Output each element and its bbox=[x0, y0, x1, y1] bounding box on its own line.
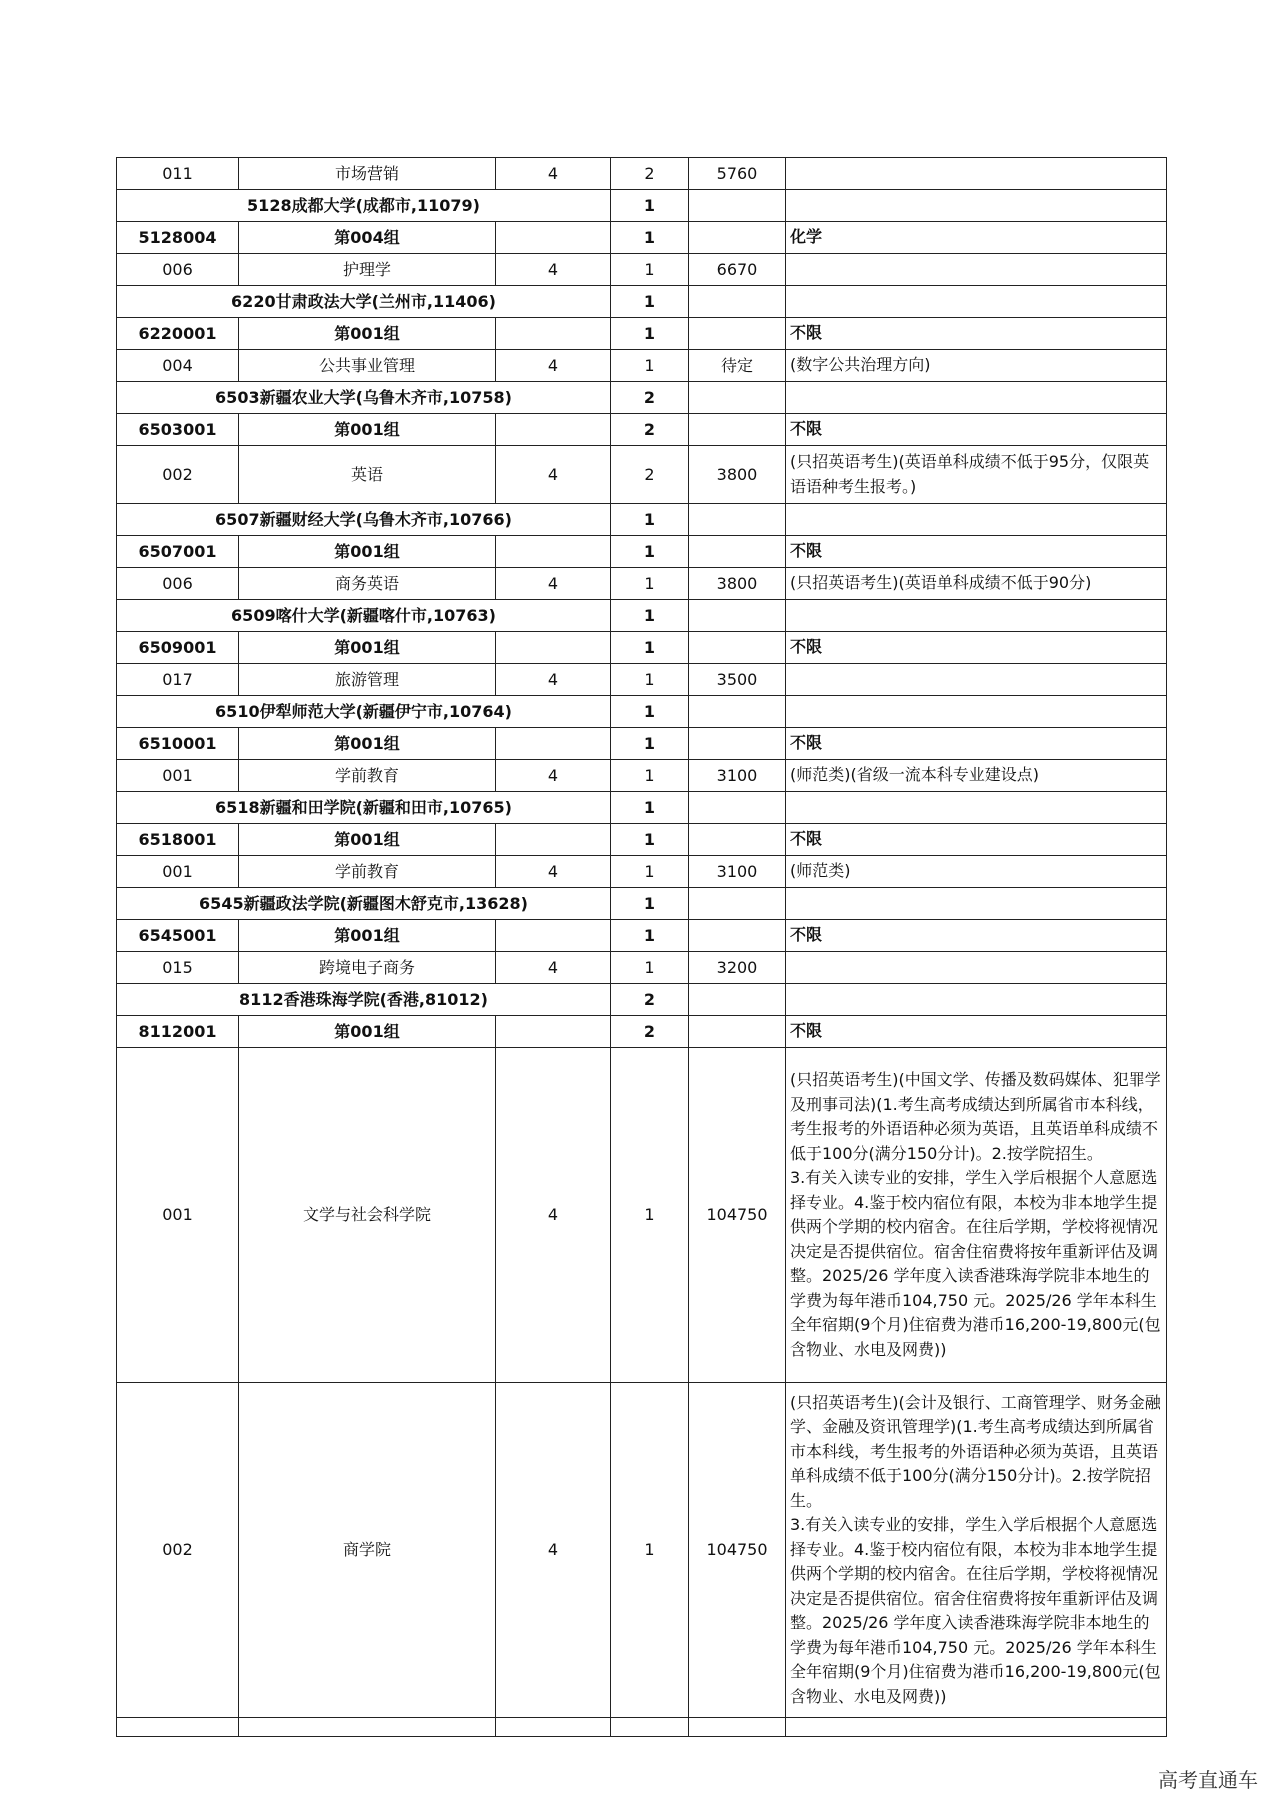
major-row bbox=[117, 856, 1167, 888]
major-row bbox=[117, 254, 1167, 286]
study-years: 4 bbox=[496, 1383, 611, 1718]
major-code: 002 bbox=[117, 446, 239, 504]
plan-count: 2 bbox=[611, 158, 689, 190]
empty-cell bbox=[786, 1718, 1167, 1737]
group-name: 第001组 bbox=[239, 536, 496, 568]
years-cell bbox=[496, 728, 611, 760]
group-code: 8112001 bbox=[117, 1016, 239, 1048]
major-name: 护理学 bbox=[239, 254, 496, 286]
fee-cell bbox=[689, 888, 786, 920]
plan-count: 2 bbox=[611, 414, 689, 446]
major-name: 文学与社会科学院 bbox=[239, 1048, 496, 1383]
years-cell bbox=[496, 1016, 611, 1048]
group-row bbox=[117, 222, 1167, 254]
group-name: 第001组 bbox=[239, 318, 496, 350]
major-note: (师范类)(省级一流本科专业建设点) bbox=[786, 760, 1167, 792]
major-note: (只招英语考生)(中国文学、传播及数码媒体、犯罪学及刑事司法)(1.考生高考成绩达到所属省市本科线，考生报考的外语语种必须为英语，且英语单科成绩不低于100分(满分150分计)。2.按学院招生。 3.有关入读专业的安排，学生入学后根据个人意愿选择专业。4.鉴于校内宿位有限，本校为非本地学生提供两个学期的校内宿舍。在往后学期，学校将视情况决定是否提供宿位。宿舍住宿费将按年重新评估及调整。2025/26 学年度入读香港珠海学院非本地生的学费为每年港币104,750 元。2025/26 学年本科生全年宿期(9个月)住宿费为港币16,200-19,800元(包含物业、水电及网费)) bbox=[786, 1048, 1167, 1383]
plan-count: 1 bbox=[611, 856, 689, 888]
note-cell bbox=[786, 504, 1167, 536]
fee-cell bbox=[689, 536, 786, 568]
fee-cell bbox=[689, 414, 786, 446]
group-row bbox=[117, 632, 1167, 664]
fee-cell bbox=[689, 728, 786, 760]
major-row bbox=[117, 664, 1167, 696]
fee-cell bbox=[689, 504, 786, 536]
plan-count: 1 bbox=[611, 1383, 689, 1718]
tuition-fee: 6670 bbox=[689, 254, 786, 286]
university-name: 6545新疆政法学院(新疆图木舒克市,13628) bbox=[117, 888, 611, 920]
major-name: 学前教育 bbox=[239, 856, 496, 888]
subject-requirement: 不限 bbox=[786, 536, 1167, 568]
fee-cell bbox=[689, 318, 786, 350]
plan-count: 1 bbox=[611, 952, 689, 984]
group-row bbox=[117, 728, 1167, 760]
plan-count: 1 bbox=[611, 792, 689, 824]
major-code: 006 bbox=[117, 254, 239, 286]
university-row bbox=[117, 696, 1167, 728]
university-row bbox=[117, 504, 1167, 536]
note-cell bbox=[786, 792, 1167, 824]
plan-count: 1 bbox=[611, 696, 689, 728]
major-row bbox=[117, 1383, 1167, 1718]
group-code: 6545001 bbox=[117, 920, 239, 952]
fee-cell bbox=[689, 824, 786, 856]
major-note: (只招英语考生)(英语单科成绩不低于95分，仅限英语语种考生报考。) bbox=[786, 446, 1167, 504]
group-name: 第001组 bbox=[239, 824, 496, 856]
major-row bbox=[117, 1048, 1167, 1383]
plan-count: 1 bbox=[611, 632, 689, 664]
study-years: 4 bbox=[496, 568, 611, 600]
note-cell bbox=[786, 984, 1167, 1016]
group-code: 6518001 bbox=[117, 824, 239, 856]
empty-cell bbox=[611, 1718, 689, 1737]
plan-count: 1 bbox=[611, 760, 689, 792]
plan-count: 1 bbox=[611, 664, 689, 696]
group-code: 6503001 bbox=[117, 414, 239, 446]
major-name: 商务英语 bbox=[239, 568, 496, 600]
group-row bbox=[117, 824, 1167, 856]
fee-cell bbox=[689, 696, 786, 728]
university-name: 6510伊犁师范大学(新疆伊宁市,10764) bbox=[117, 696, 611, 728]
tuition-fee: 104750 bbox=[689, 1383, 786, 1718]
plan-count: 1 bbox=[611, 568, 689, 600]
study-years: 4 bbox=[496, 856, 611, 888]
fee-cell bbox=[689, 286, 786, 318]
note-cell bbox=[786, 888, 1167, 920]
major-code: 001 bbox=[117, 1048, 239, 1383]
university-row bbox=[117, 382, 1167, 414]
plan-count: 1 bbox=[611, 350, 689, 382]
empty-cell bbox=[117, 1718, 239, 1737]
study-years: 4 bbox=[496, 350, 611, 382]
plan-count: 1 bbox=[611, 824, 689, 856]
major-name: 商学院 bbox=[239, 1383, 496, 1718]
major-code: 002 bbox=[117, 1383, 239, 1718]
university-name: 6507新疆财经大学(乌鲁木齐市,10766) bbox=[117, 504, 611, 536]
university-name: 6509喀什大学(新疆喀什市,10763) bbox=[117, 600, 611, 632]
years-cell bbox=[496, 222, 611, 254]
group-name: 第004组 bbox=[239, 222, 496, 254]
tuition-fee: 3800 bbox=[689, 568, 786, 600]
group-code: 6507001 bbox=[117, 536, 239, 568]
major-code: 001 bbox=[117, 856, 239, 888]
major-code: 006 bbox=[117, 568, 239, 600]
university-name: 6503新疆农业大学(乌鲁木齐市,10758) bbox=[117, 382, 611, 414]
study-years: 4 bbox=[496, 952, 611, 984]
university-name: 5128成都大学(成都市,11079) bbox=[117, 190, 611, 222]
university-row bbox=[117, 600, 1167, 632]
group-name: 第001组 bbox=[239, 1016, 496, 1048]
group-code: 6509001 bbox=[117, 632, 239, 664]
group-code: 5128004 bbox=[117, 222, 239, 254]
study-years: 4 bbox=[496, 664, 611, 696]
university-row bbox=[117, 984, 1167, 1016]
major-name: 市场营销 bbox=[239, 158, 496, 190]
group-row bbox=[117, 536, 1167, 568]
group-row bbox=[117, 414, 1167, 446]
tuition-fee: 5760 bbox=[689, 158, 786, 190]
major-code: 011 bbox=[117, 158, 239, 190]
years-cell bbox=[496, 318, 611, 350]
tuition-fee: 待定 bbox=[689, 350, 786, 382]
tuition-fee: 3800 bbox=[689, 446, 786, 504]
plan-count: 1 bbox=[611, 920, 689, 952]
plan-count: 1 bbox=[611, 318, 689, 350]
fee-cell bbox=[689, 1016, 786, 1048]
major-row bbox=[117, 158, 1167, 190]
note-cell bbox=[786, 190, 1167, 222]
plan-count: 1 bbox=[611, 190, 689, 222]
plan-count: 1 bbox=[611, 504, 689, 536]
plan-count: 2 bbox=[611, 382, 689, 414]
fee-cell bbox=[689, 632, 786, 664]
fee-cell bbox=[689, 792, 786, 824]
university-name: 6518新疆和田学院(新疆和田市,10765) bbox=[117, 792, 611, 824]
university-name: 8112香港珠海学院(香港,81012) bbox=[117, 984, 611, 1016]
major-code: 017 bbox=[117, 664, 239, 696]
plan-count: 1 bbox=[611, 286, 689, 318]
fee-cell bbox=[689, 920, 786, 952]
major-note: (师范类) bbox=[786, 856, 1167, 888]
major-name: 学前教育 bbox=[239, 760, 496, 792]
subject-requirement: 不限 bbox=[786, 318, 1167, 350]
major-note bbox=[786, 254, 1167, 286]
university-row bbox=[117, 792, 1167, 824]
years-cell bbox=[496, 824, 611, 856]
tuition-fee: 3100 bbox=[689, 760, 786, 792]
group-name: 第001组 bbox=[239, 632, 496, 664]
major-row bbox=[117, 350, 1167, 382]
study-years: 4 bbox=[496, 446, 611, 504]
fee-cell bbox=[689, 190, 786, 222]
years-cell bbox=[496, 632, 611, 664]
major-name: 公共事业管理 bbox=[239, 350, 496, 382]
note-cell bbox=[786, 696, 1167, 728]
university-row bbox=[117, 286, 1167, 318]
plan-count: 1 bbox=[611, 222, 689, 254]
plan-count: 2 bbox=[611, 1016, 689, 1048]
major-row bbox=[117, 446, 1167, 504]
empty-cell bbox=[496, 1718, 611, 1737]
major-code: 015 bbox=[117, 952, 239, 984]
major-code: 004 bbox=[117, 350, 239, 382]
plan-count: 1 bbox=[611, 254, 689, 286]
fee-cell bbox=[689, 984, 786, 1016]
group-row bbox=[117, 1016, 1167, 1048]
plan-count: 1 bbox=[611, 888, 689, 920]
years-cell bbox=[496, 536, 611, 568]
years-cell bbox=[496, 414, 611, 446]
tuition-fee: 3100 bbox=[689, 856, 786, 888]
watermark: 高考直通车 bbox=[1158, 1768, 1258, 1792]
major-note bbox=[786, 158, 1167, 190]
study-years: 4 bbox=[496, 760, 611, 792]
major-name: 跨境电子商务 bbox=[239, 952, 496, 984]
plan-count: 1 bbox=[611, 536, 689, 568]
study-years: 4 bbox=[496, 254, 611, 286]
group-row bbox=[117, 318, 1167, 350]
subject-requirement: 不限 bbox=[786, 824, 1167, 856]
enrollment-plan-table bbox=[116, 157, 1167, 1737]
note-cell bbox=[786, 382, 1167, 414]
group-name: 第001组 bbox=[239, 728, 496, 760]
plan-count: 1 bbox=[611, 600, 689, 632]
subject-requirement: 不限 bbox=[786, 632, 1167, 664]
tuition-fee: 104750 bbox=[689, 1048, 786, 1383]
major-name: 英语 bbox=[239, 446, 496, 504]
fee-cell bbox=[689, 600, 786, 632]
university-row bbox=[117, 190, 1167, 222]
subject-requirement: 不限 bbox=[786, 414, 1167, 446]
group-name: 第001组 bbox=[239, 920, 496, 952]
subject-requirement: 不限 bbox=[786, 1016, 1167, 1048]
empty-cell bbox=[689, 1718, 786, 1737]
group-code: 6220001 bbox=[117, 318, 239, 350]
empty-row bbox=[117, 1718, 1167, 1737]
empty-cell bbox=[239, 1718, 496, 1737]
major-note bbox=[786, 664, 1167, 696]
major-row bbox=[117, 760, 1167, 792]
subject-requirement: 化学 bbox=[786, 222, 1167, 254]
major-note: (只招英语考生)(英语单科成绩不低于90分) bbox=[786, 568, 1167, 600]
tuition-fee: 3200 bbox=[689, 952, 786, 984]
major-note: (只招英语考生)(会计及银行、工商管理学、财务金融学、金融及资讯管理学)(1.考生高考成绩达到所属省市本科线，考生报考的外语语种必须为英语，且英语单科成绩不低于100分(满分150分计)。2.按学院招生。 3.有关入读专业的安排，学生入学后根据个人意愿选择专业。4.鉴于校内宿位有限，本校为非本地学生提供两个学期的校内宿舍。在往后学期，学校将视情况决定是否提供宿位。宿舍住宿费将按年重新评估及调整。2025/26 学年度入读香港珠海学院非本地生的学费为每年港币104,750 元。2025/26 学年本科生全年宿期(9个月)住宿费为港币16,200-19,800元(包含物业、水电及网费)) bbox=[786, 1383, 1167, 1718]
group-code: 6510001 bbox=[117, 728, 239, 760]
university-name: 6220甘肃政法大学(兰州市,11406) bbox=[117, 286, 611, 318]
years-cell bbox=[496, 920, 611, 952]
note-cell bbox=[786, 286, 1167, 318]
study-years: 4 bbox=[496, 158, 611, 190]
major-name: 旅游管理 bbox=[239, 664, 496, 696]
note-cell bbox=[786, 600, 1167, 632]
plan-count: 2 bbox=[611, 984, 689, 1016]
plan-count: 1 bbox=[611, 1048, 689, 1383]
plan-count: 2 bbox=[611, 446, 689, 504]
tuition-fee: 3500 bbox=[689, 664, 786, 696]
plan-count: 1 bbox=[611, 728, 689, 760]
group-name: 第001组 bbox=[239, 414, 496, 446]
study-years: 4 bbox=[496, 1048, 611, 1383]
major-note bbox=[786, 952, 1167, 984]
major-code: 001 bbox=[117, 760, 239, 792]
fee-cell bbox=[689, 382, 786, 414]
fee-cell bbox=[689, 222, 786, 254]
group-row bbox=[117, 920, 1167, 952]
subject-requirement: 不限 bbox=[786, 920, 1167, 952]
major-row bbox=[117, 952, 1167, 984]
subject-requirement: 不限 bbox=[786, 728, 1167, 760]
major-row bbox=[117, 568, 1167, 600]
major-note: (数字公共治理方向) bbox=[786, 350, 1167, 382]
university-row bbox=[117, 888, 1167, 920]
